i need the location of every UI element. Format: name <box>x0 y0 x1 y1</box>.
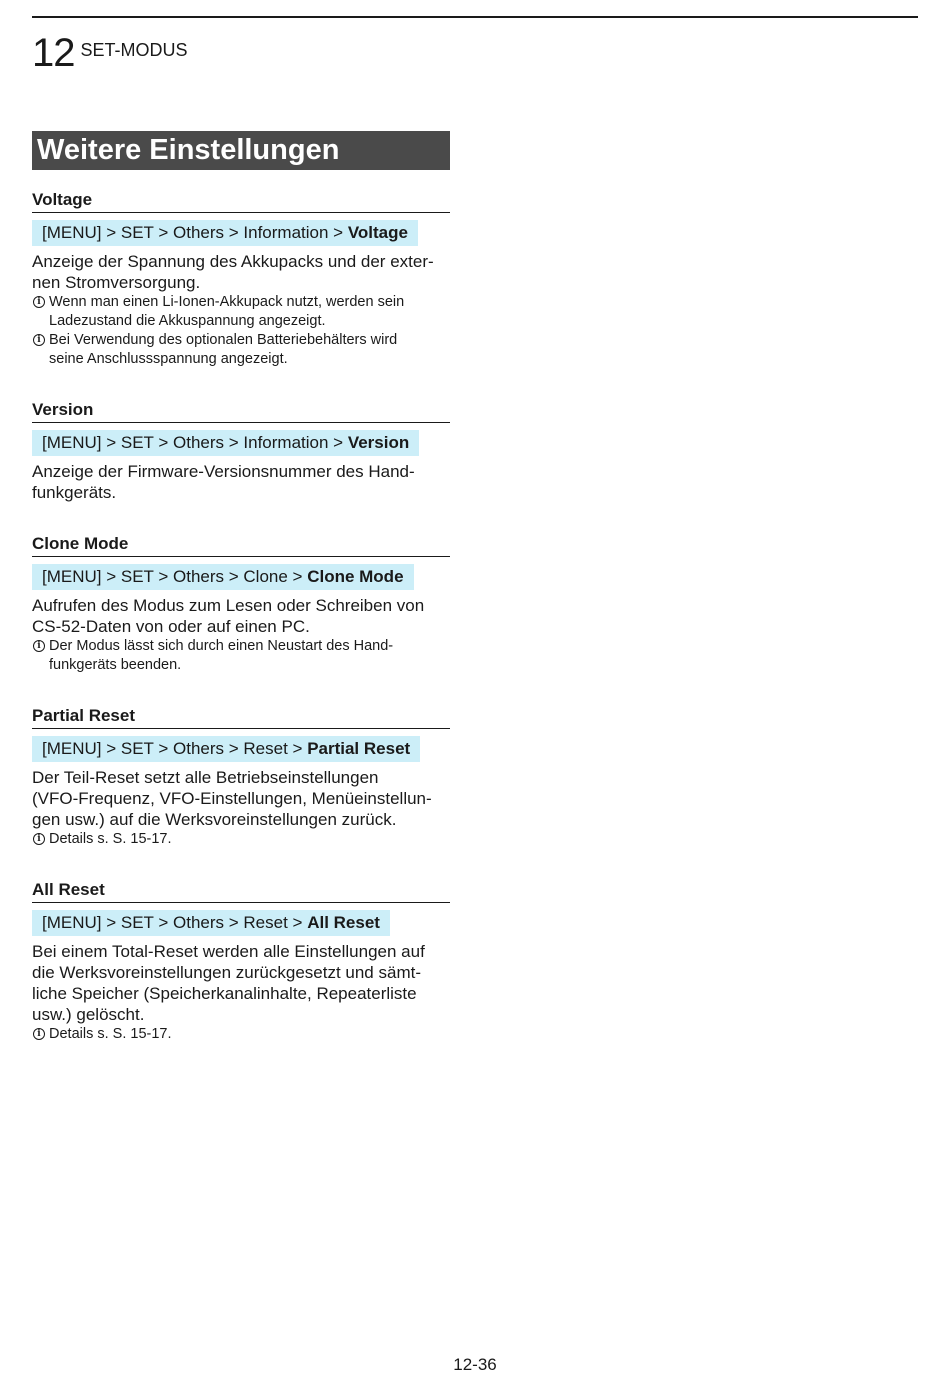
menu-path-prefix: [MENU] > SET > Others > Reset > <box>42 913 308 932</box>
note-line: seine Anschlussspannung angezeigt. <box>49 351 288 367</box>
section-title: Version <box>32 399 450 423</box>
section-banner: Weitere Einstellungen <box>32 131 450 170</box>
section-title: Voltage <box>32 189 450 213</box>
info-note <box>32 637 450 675</box>
description-line: die Werksvoreinstellungen zurückgesetzt und sämt- <box>32 963 421 982</box>
menu-path-prefix: [MENU] > SET > Others > Information > <box>42 433 348 452</box>
note-line: Ladezustand die Akkuspannung angezeigt. <box>49 313 326 329</box>
menu-path-item: Partial Reset <box>307 739 411 758</box>
menu-path-prefix: [MENU] > SET > Others > Information > <box>42 223 348 242</box>
setting-section <box>32 189 450 369</box>
menu-path-item: Clone Mode <box>307 567 404 586</box>
section-description <box>32 767 450 830</box>
section-description <box>32 595 450 637</box>
note-line: Wenn man einen Li-Ionen-Akkupack nutzt, werden sein <box>49 294 405 310</box>
section-description <box>32 251 450 293</box>
description-line: Aufrufen des Modus zum Lesen oder Schreiben von <box>32 596 425 615</box>
setting-section <box>32 399 450 503</box>
note-line: Bei Verwendung des optionalen Batteriebehälters wird <box>49 332 398 348</box>
menu-path <box>32 220 418 246</box>
description-line: Anzeige der Firmware-Versionsnummer des Hand- <box>32 462 415 481</box>
info-icon: i <box>33 1028 45 1040</box>
info-note <box>32 331 450 369</box>
description-line: Der Teil-Reset setzt alle Betriebseinstellungen <box>32 768 379 787</box>
menu-path <box>32 564 414 590</box>
info-note <box>32 293 450 331</box>
description-line: gen usw.) auf die Werksvoreinstellungen zurück. <box>32 810 397 829</box>
setting-section <box>32 705 450 849</box>
setting-section <box>32 533 450 675</box>
description-line: funkgeräts. <box>32 483 117 502</box>
description-line: liche Speicher (Speicherkanalinhalte, Repeaterliste <box>32 984 417 1003</box>
chapter-number: 12 <box>32 31 75 75</box>
description-line: Bei einem Total-Reset werden alle Einstellungen auf <box>32 942 425 961</box>
note-line: Details s. S. 15-17. <box>49 831 172 847</box>
content-column <box>32 131 450 1042</box>
description-line: CS-52-Daten von oder auf einen PC. <box>32 617 310 636</box>
description-line: (VFO-Frequenz, VFO-Einstellungen, Menüeinstellun- <box>32 789 432 808</box>
info-icon: i <box>33 833 45 845</box>
section-description <box>32 941 450 1025</box>
info-icon: i <box>33 296 45 308</box>
menu-path <box>32 736 420 762</box>
chapter-title: SET-MODUS <box>80 40 188 60</box>
note-line: Details s. S. 15-17. <box>49 1026 172 1042</box>
section-title: All Reset <box>32 879 450 903</box>
section-title: Partial Reset <box>32 705 450 729</box>
info-icon: i <box>33 334 45 346</box>
description-line: nen Stromversorgung. <box>32 273 201 292</box>
section-title: Clone Mode <box>32 533 450 557</box>
note-line: funkgeräts beenden. <box>49 657 182 673</box>
menu-path-item: All Reset <box>307 913 380 932</box>
info-icon: i <box>33 640 45 652</box>
menu-path <box>32 910 390 936</box>
menu-path-prefix: [MENU] > SET > Others > Clone > <box>42 567 308 586</box>
menu-path-item: Version <box>347 433 410 452</box>
note-line: Der Modus lässt sich durch einen Neustart des Hand- <box>49 638 394 654</box>
info-note <box>32 830 450 849</box>
section-description <box>32 461 450 503</box>
description-line: usw.) gelöscht. <box>32 1005 145 1024</box>
info-note <box>32 1025 450 1044</box>
menu-path-prefix: [MENU] > SET > Others > Reset > <box>42 739 308 758</box>
chapter-header <box>32 30 188 76</box>
description-line: Anzeige der Spannung des Akkupacks und der exter- <box>32 252 434 271</box>
page-number: 12-36 <box>453 1355 497 1374</box>
setting-section <box>32 879 450 1044</box>
menu-path <box>32 430 419 456</box>
menu-path-item: Voltage <box>347 223 408 242</box>
top-rule <box>32 16 918 18</box>
